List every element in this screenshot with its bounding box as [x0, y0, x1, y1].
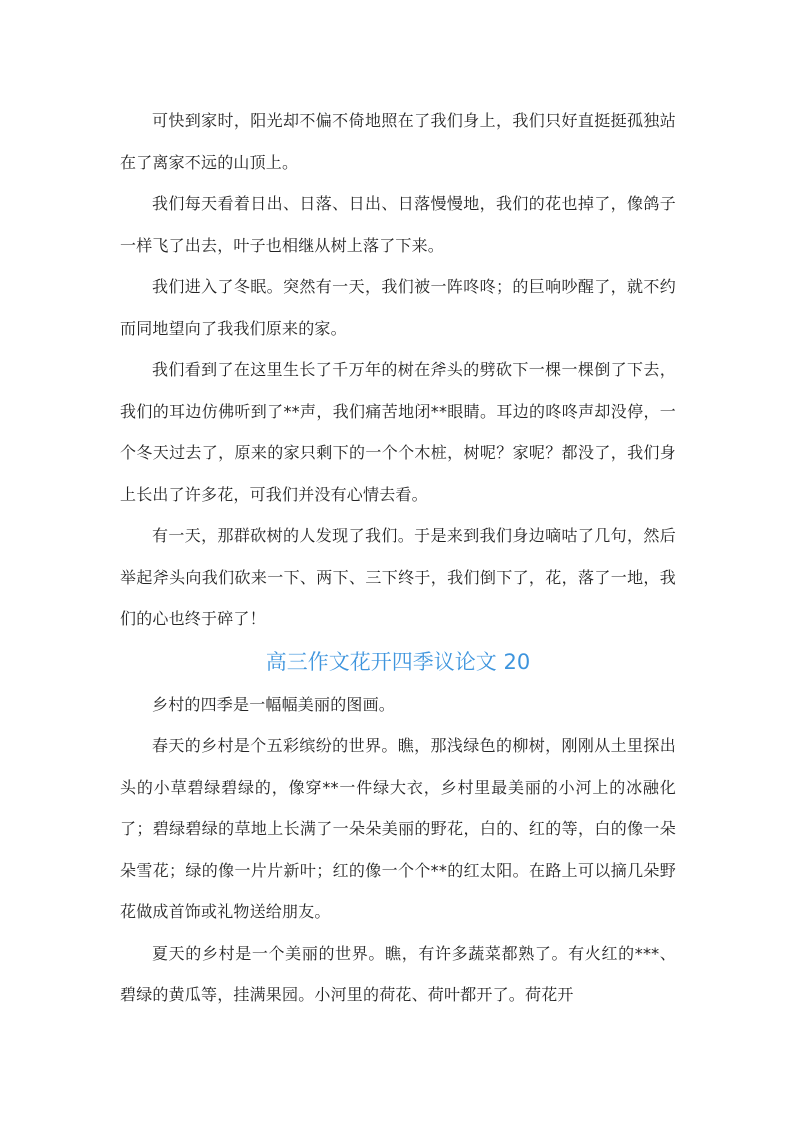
paragraph-trees-felled: 我们看到了在这里生长了千万年的树在斧头的劈砍下一棵一棵倒了下去，我们的耳边仿佛听到了**声，我们痛苦地闭**眼睛。耳边的咚咚声却没停，一个冬天过去了，原来的家只剩下的一个个木桩，树呢？家呢？都没了，我们身上长出了许多花，可我们并没有心情去看。 [120, 360, 676, 504]
paragraph-hibernation: 我们进入了冬眠。突然有一天，我们被一阵咚咚；的巨响吵醒了，就不约而同地望向了我我们原来的家。 [120, 277, 676, 338]
paragraph-village-seasons: 乡村的四季是一幅幅美丽的图画。 [152, 694, 396, 714]
essay-heading: 高三作文花开四季议论文 20 [265, 649, 531, 674]
document-page [120, 100, 676, 1016]
paragraph-summer: 夏天的乡村是一个美丽的世界。瞧，有许多蔬菜都熟了。有火红的***、碧绿的黄瓜等，挂满果园。小河里的荷花、荷叶都开了。荷花开 [120, 943, 676, 1004]
paragraph-spring: 春天的乡村是个五彩缤纷的世界。瞧，那浅绿色的柳树，刚刚从土里探出头的小草碧绿碧绿的，像穿**一件绿大衣，乡村里最美丽的小河上的冰融化了；碧绿碧绿的草地上长满了一朵朵美丽的野花，白的、红的等，白的像一朵朵雪花；绿的像一片片新叶；红的像一个个**的红太阳。在路上可以摘几朵野花做成首饰或礼物送给朋友。 [120, 736, 676, 921]
paragraph-arrival: 可快到家时，阳光却不偏不倚地照在了我们身上，我们只好直挺挺孤独站在了离家不远的山顶上。 [120, 111, 676, 172]
paragraph-heart-broken: 有一天，那群砍树的人发现了我们。于是来到我们身边嘀咕了几句，然后举起斧头向我们砍来一下、两下、三下终于，我们倒下了，花，落了一地，我们的心也终于碎了！ [120, 526, 676, 628]
paragraph-sunrise-sunset: 我们每天看着日出、日落、日出、日落慢慢地，我们的花也掉了，像鸽子一样飞了出去，叶子也相继从树上落了下来。 [120, 194, 676, 255]
